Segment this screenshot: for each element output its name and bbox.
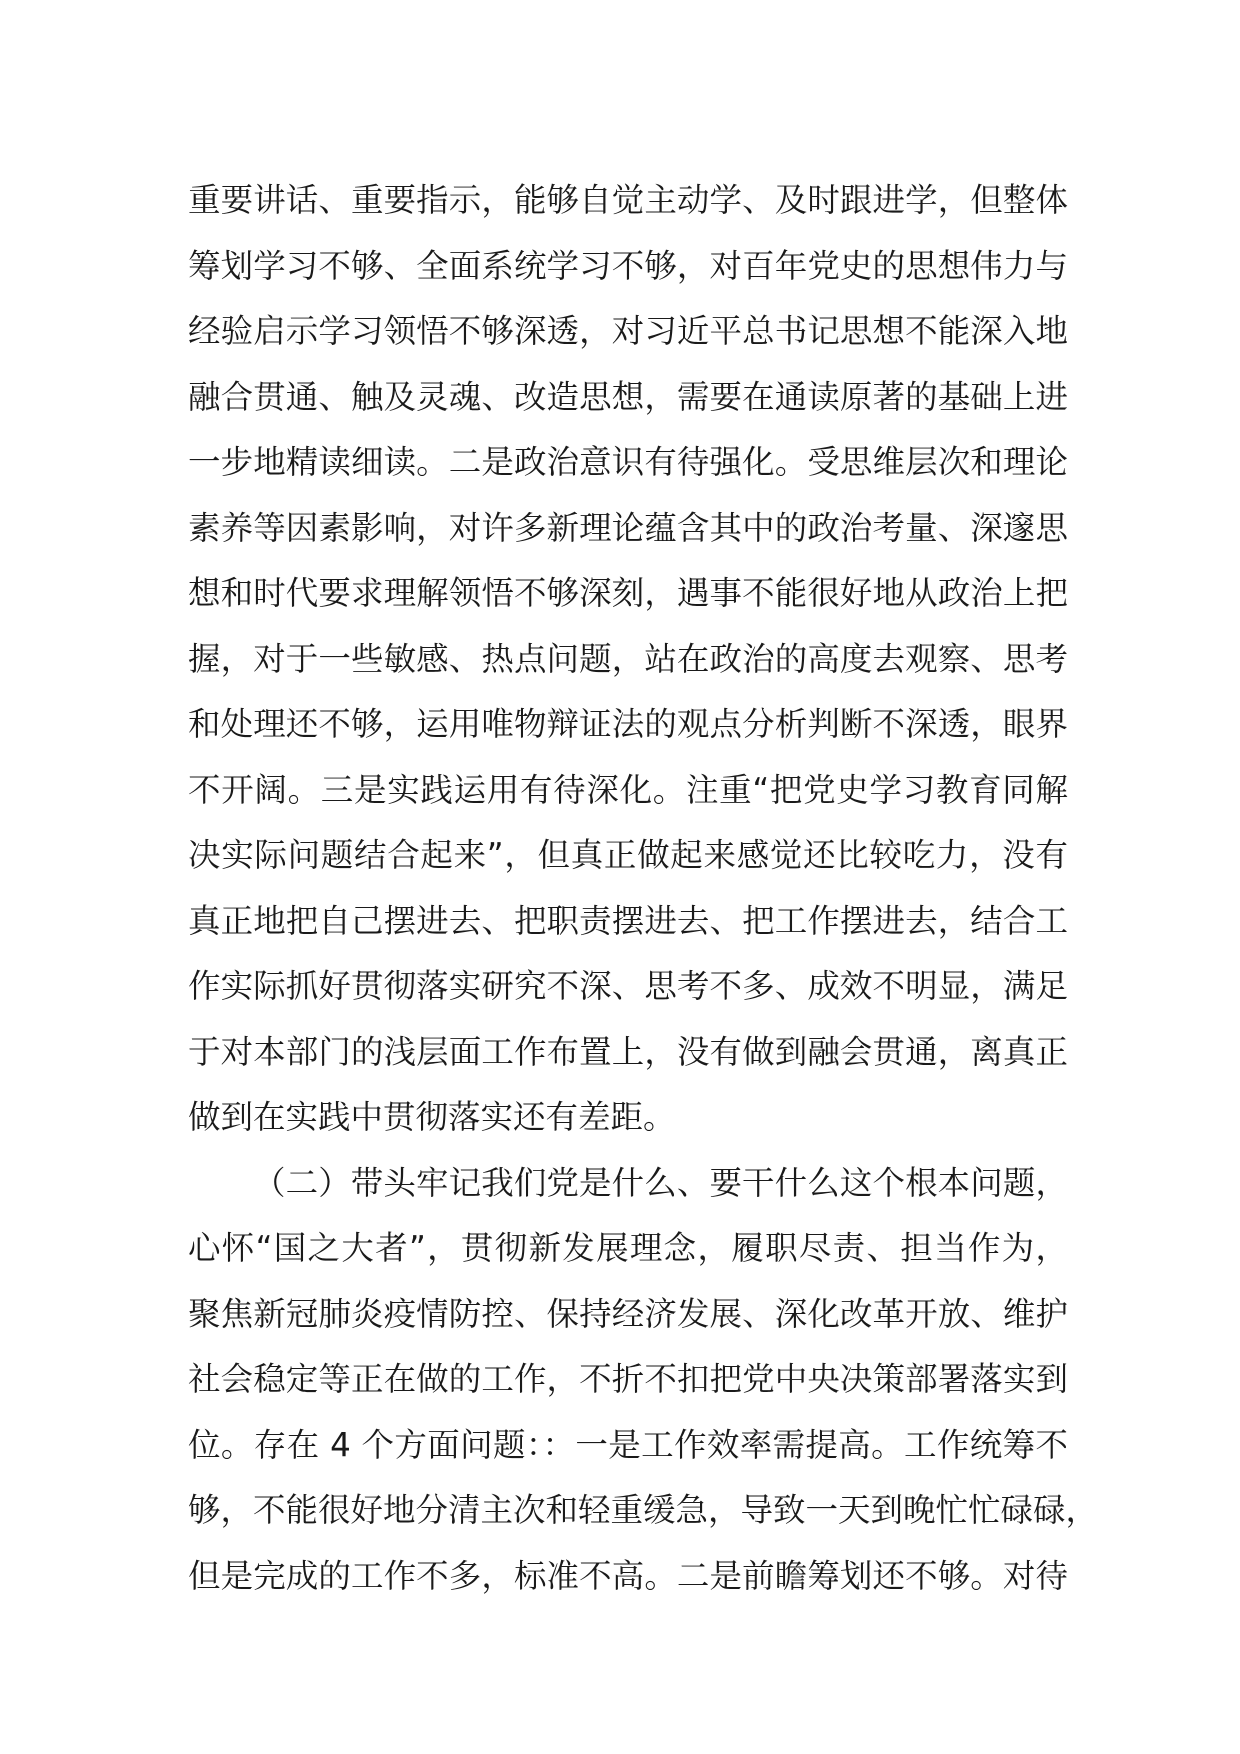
text-line: 重要讲话、重要指示，能够自觉主动学、及时跟进学，但整体 [188, 181, 1068, 219]
text-line: 和处理还不够，运用唯物辩证法的观点分析判断不深透，眼界 [188, 705, 1068, 743]
text-line: 筹划学习不够、全面系统学习不够，对百年党史的思想伟力与 [188, 246, 1068, 285]
text-line: 但是完成的工作不多，标准不高。二是前瞻筹划还不够。对待 [188, 1556, 1068, 1595]
text-line: 位。存在 4 个方面问题：：一是工作效率需提高。工作统筹不 [188, 1425, 1068, 1464]
text-line: 一步地精读细读。二是政治意识有待强化。受思维层次和理论 [188, 443, 1068, 481]
text-line: 素养等因素影响，对许多新理论蕴含其中的政治考量、深邃思 [188, 508, 1068, 547]
text-line: 真正地把自己摆进去、把职责摆进去、把工作摆进去，结合工 [188, 901, 1068, 940]
body-text [188, 168, 1099, 1609]
text-line: 社会稳定等正在做的工作，不折不扣把党中央决策部署落实到 [188, 1360, 1068, 1398]
text-line: 够，不能很好地分清主次和轻重缓急，导致一天到晚忙忙碌碌， [188, 1491, 1099, 1529]
text-line: 融合贯通、触及灵魂、改造思想，需要在通读原著的基础上进 [188, 377, 1068, 416]
text-line: 于对本部门的浅层面工作布置上，没有做到融会贯通，离真正 [188, 1032, 1068, 1071]
text-line: 经验启示学习领悟不够深透，对习近平总书记思想不能深入地 [188, 312, 1068, 350]
text-line: 握，对于一些敏感、热点问题，站在政治的高度去观察、思考 [188, 639, 1068, 678]
text-line: 不开阔。三是实践运用有待深化。注重“把党史学习教育同解 [188, 770, 1068, 809]
text-line: 决实际问题结合起来”，但真正做起来感觉还比较吃力，没有 [188, 836, 1068, 874]
text-line: 作实际抓好贯彻落实研究不深、思考不多、成效不明显，满足 [188, 967, 1068, 1005]
text-line: 做到在实践中贯彻落实还有差距。 [188, 1098, 676, 1136]
text-line: 聚焦新冠肺炎疫情防控、保持经济发展、深化改革开放、维护 [188, 1294, 1068, 1333]
text-line: 想和时代要求理解领悟不够深刻，遇事不能很好地从政治上把 [188, 574, 1068, 612]
section-heading-line: （二）带头牢记我们党是什么、要干什么这个根本问题， [253, 1163, 1068, 1202]
text-line: 心怀“国之大者”，贯彻新发展理念，履职尽责、担当作为， [188, 1229, 1068, 1267]
